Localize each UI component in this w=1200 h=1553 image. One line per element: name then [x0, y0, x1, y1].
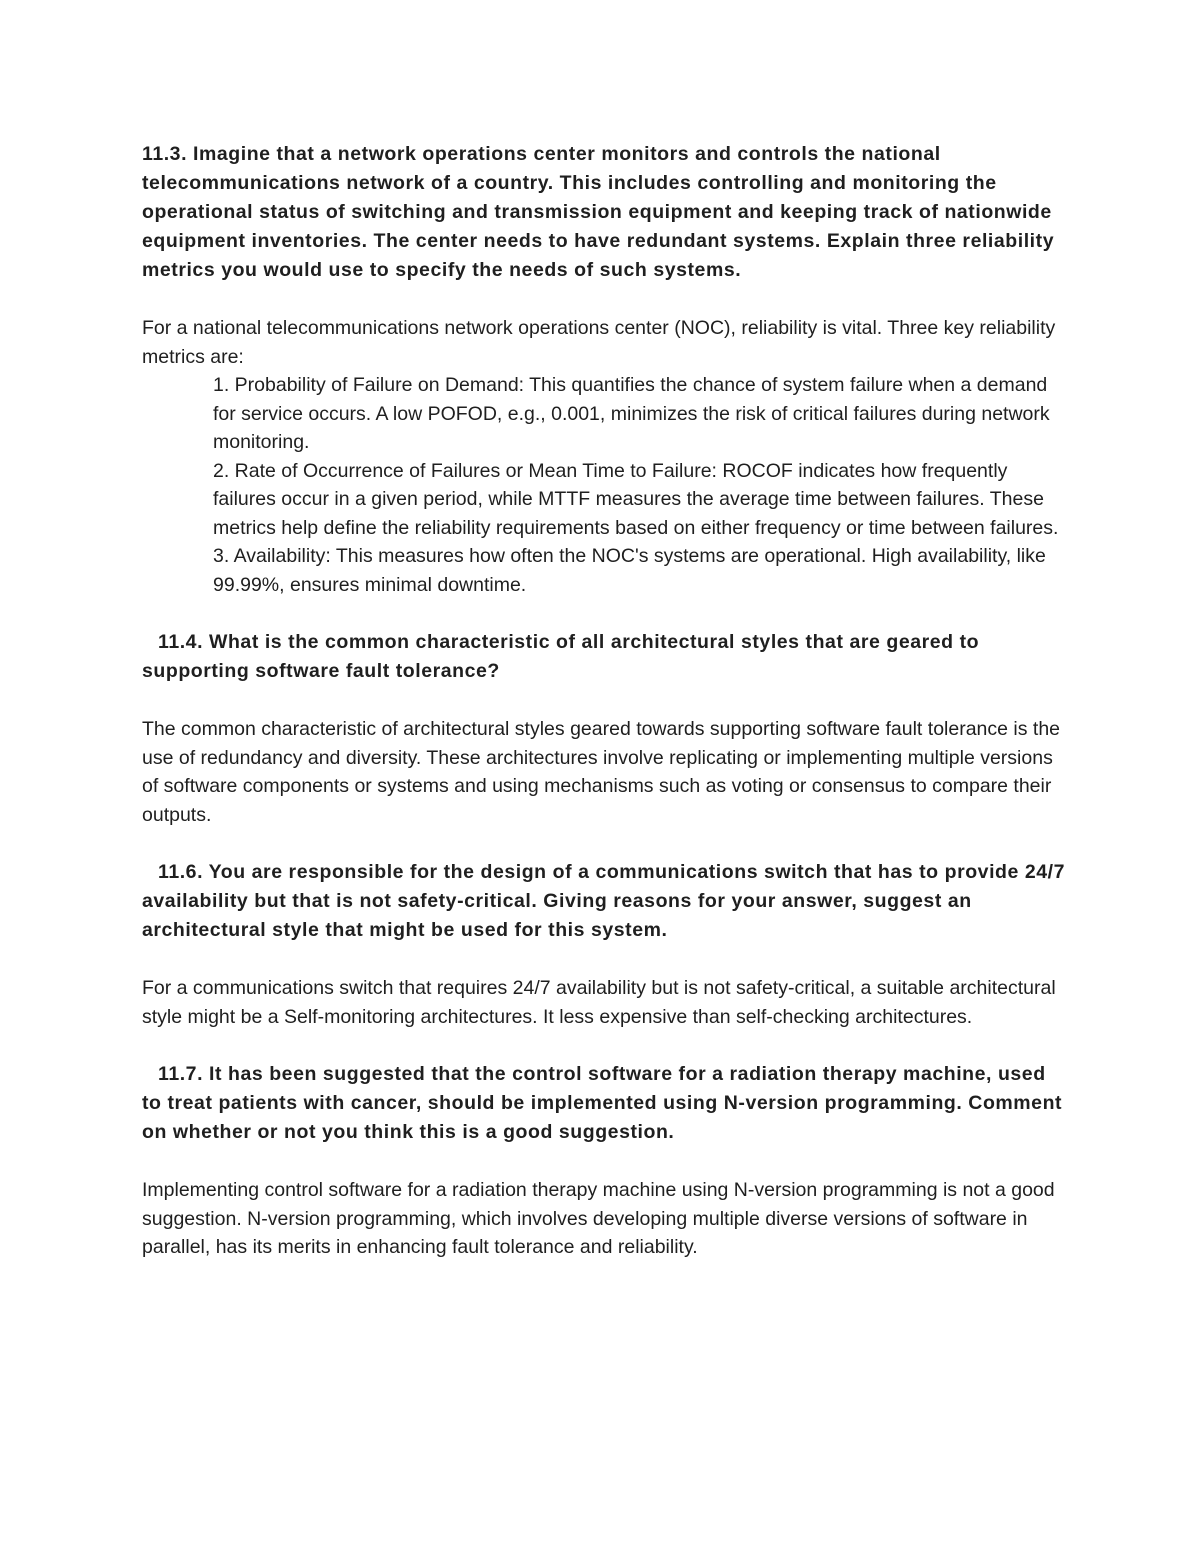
reliability-metrics-list [142, 371, 1067, 599]
spacer [142, 686, 1067, 715]
list-item: 2. Rate of Occurrence of Failures or Mean Time to Failure: ROCOF indicates how frequently failures occur in a given period, while MTTF measures the average time between failures. These metrics help define the reliability requirements based on either frequency or time between failures. [213, 459, 1059, 539]
spacer [142, 285, 1067, 314]
spacer [142, 945, 1067, 974]
answer-11-7: Implementing control software for a radiation therapy machine using N-version programming is not a good suggestion. N-version programming, which involves developing multiple diverse versions of software in parallel, has its merits in enhancing fault tolerance and reliability. [142, 1179, 1055, 1258]
document-body [142, 140, 1067, 1262]
question-11-6: 11.6. You are responsible for the design of a communications switch that has to provide 24/7 availability but that is not safety-critical. Giving reasons for your answer, suggest an architectural style that might be used for this system. [142, 861, 1066, 941]
list-item: 3. Availability: This measures how often the NOC's systems are operational. High availability, like 99.99%, ensures minimal downtime. [213, 545, 1046, 596]
spacer [142, 599, 1067, 628]
list-item: 1. Probability of Failure on Demand: This quantifies the chance of system failure when a demand for service occurs. A low POFOD, e.g., 0.001, minimizes the risk of critical failures during network monitoring. [213, 374, 1050, 453]
question-11-4: 11.4. What is the common characteristic of all architectural styles that are geared to supporting software fault tolerance? [142, 631, 980, 682]
spacer [142, 1147, 1067, 1176]
answer-11-6: For a communications switch that requires 24/7 availability but is not safety-critical, a suitable architectural style might be a Self-monitoring architectures. It less expensive than self-checking architectures. [142, 977, 1056, 1028]
question-11-3: 11.3. Imagine that a network operations center monitors and controls the national telecommunications network of a country. This includes controlling and monitoring the operational status of switching and transmission equipment and keeping track of nationwide equipment inventories. The center needs to have redundant systems. Explain three reliability metrics you would use to specify the needs of such systems. [142, 143, 1055, 281]
question-11-7: 11.7. It has been suggested that the control software for a radiation therapy machine, used to treat patients with cancer, should be implemented using N-version programming. Comment on whether or not you think this is a good suggestion. [142, 1063, 1063, 1143]
answer-11-3-intro: For a national telecommunications network operations center (NOC), reliability is vital. Three key reliability metrics are: [142, 317, 1056, 368]
answer-11-4: The common characteristic of architectural styles geared towards supporting software fault tolerance is the use of redundancy and diversity. These architectures involve replicating or implementing multiple versions of software components or systems and using mechanisms such as voting or consensus to compare their outputs. [142, 718, 1061, 826]
spacer [142, 829, 1067, 858]
spacer [142, 1031, 1067, 1060]
